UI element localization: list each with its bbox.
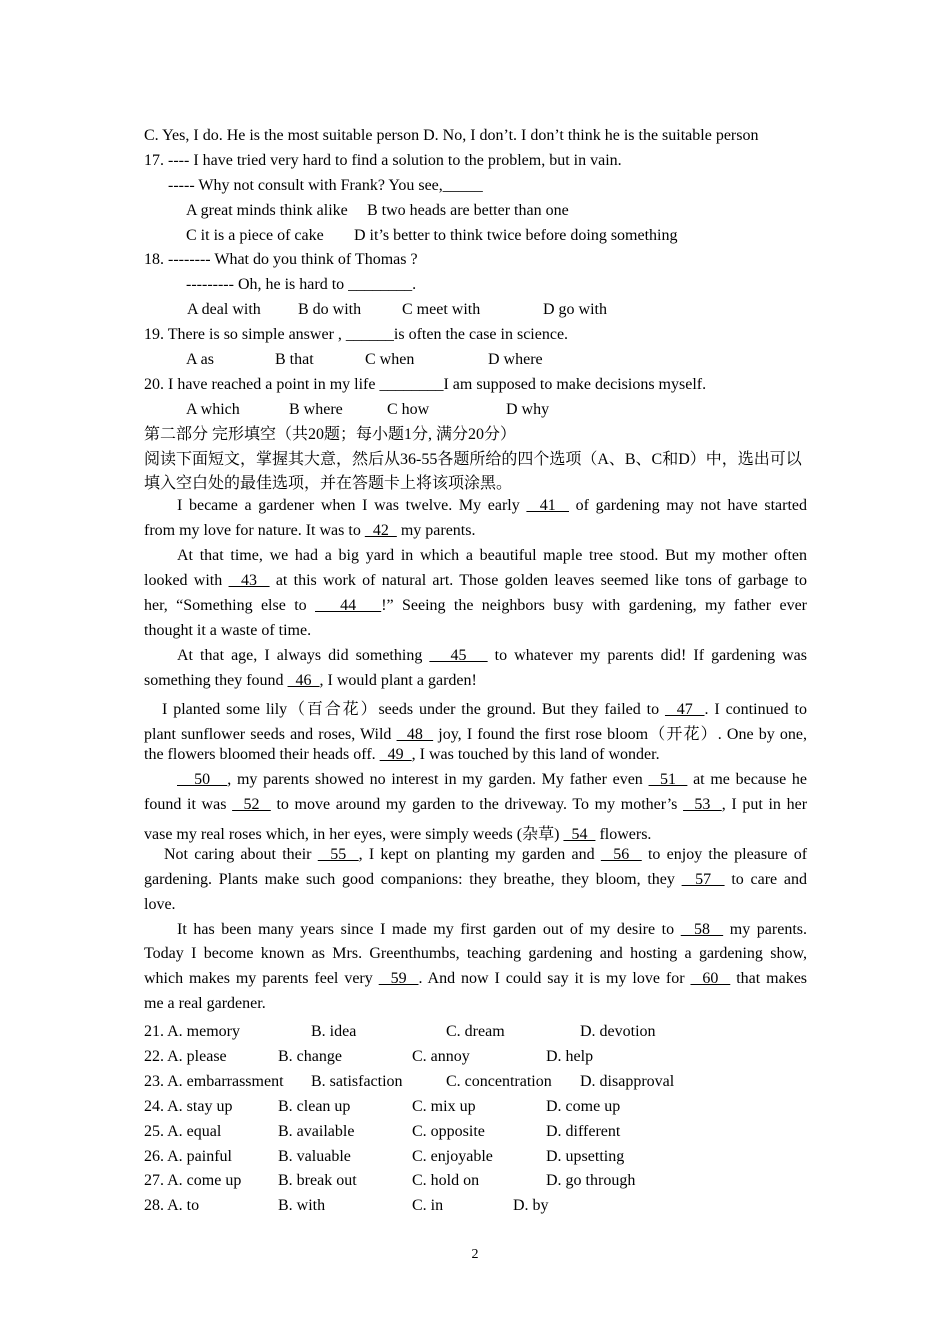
passage-line [144,597,807,622]
blank-59: 59 [378,970,419,988]
blank-53: 53 [683,796,722,814]
blank-42: 42 [364,522,397,540]
answer-option: C. hold on [412,1172,480,1190]
passage-line [144,945,807,970]
blank-58: 58 [680,920,724,938]
q20-option-d: D why [506,400,550,418]
answer-row-25 [144,1120,807,1145]
blank-54: 54 [563,825,596,843]
passage-text: At that time, we had a big yard in which a beautiful maple tree stood. But my mother often [177,547,807,565]
answer-option: C. opposite [412,1122,485,1140]
passage-text: thought it a waste of time. [144,621,312,639]
q17-option-b: B two heads are better than one [367,201,569,219]
blank-52: 52 [232,796,271,814]
answer-option: D. by [513,1197,549,1215]
passage-text: . I continued to [704,701,807,719]
q19-option-d: D where [488,351,543,369]
page-number: 2 [471,1247,479,1262]
answer-option: C. mix up [412,1097,476,1115]
answer-option: 27. A. come up [144,1172,242,1190]
passage-text: looked with [144,572,229,590]
passage-text: , I was touched by this land of wonder. [411,746,660,764]
blank-60: 60 [690,970,731,988]
passage-line [144,921,807,946]
q19-option-b: B that [275,351,314,369]
passage-line [144,497,807,522]
passage-text: at this work of natural art. Those golden leaves seemed like tons of garbage to [269,572,808,590]
passage-text: me a real gardener. [144,995,266,1013]
answer-option: B. available [278,1122,355,1140]
passage-text: , my parents showed no interest in my garden. My father even [227,771,649,789]
blank-44: 44 [315,596,382,614]
blank-56: 56 [600,845,642,863]
q18-options [144,298,807,323]
passage-text: It has been many years since I made my first garden out of my desire to [177,920,681,938]
passage-line [144,522,807,547]
blank-55: 55 [317,845,359,863]
passage-line [144,547,807,572]
answer-row-24 [144,1095,807,1120]
passage-text: my parents. [723,920,808,938]
passage-text: love. [144,895,176,913]
passage-line [144,771,807,796]
q16-options-cd: C. Yes, I do. He is the most suitable person D. No, I don’t. I don’t think he is the suitable person [144,127,759,144]
answer-option: D. upsetting [546,1147,625,1165]
passage-line [144,796,807,821]
answer-option: 23. A. embarrassment [144,1072,284,1090]
answer-option: B. satisfaction [311,1072,403,1090]
blank-50: 50 [177,771,228,789]
passage-text: of gardening may not have started [568,497,807,515]
passage-text: to whatever my parents did! If gardening was [487,646,808,664]
q20-options [144,398,807,423]
passage-line [144,846,807,871]
section-2-instruction-2: 填入空白处的最佳选项，并在答题卡上将该项涂黑。 [144,475,513,493]
q20-stem: 20. I have reached a point in my life ________I am supposed to make decisions myself. [144,375,707,393]
q20-option-c: C how [387,400,430,418]
passage-line [144,721,807,746]
passage-text: something they found [144,671,288,689]
passage-text: plant sunflower seeds and roses, Wild [144,726,397,744]
answer-option: B. break out [278,1172,357,1190]
answer-option: C. enjoyable [412,1147,493,1165]
answer-option: C. dream [446,1023,505,1041]
blank-48: 48 [396,726,434,744]
passage-text: found it was [144,796,233,814]
passage-text: to enjoy the pleasure of [641,845,808,863]
passage-text: , I would plant a garden! [319,671,477,689]
answer-option: D. come up [546,1097,621,1115]
answer-option: 28. A. to [144,1197,200,1215]
answer-option: 21. A. memory [144,1023,240,1041]
passage-line [144,696,807,721]
blank-41: 41 [526,497,569,515]
q18-option-d: D go with [543,301,607,319]
q19-options [144,348,807,373]
passage-line [144,622,807,647]
q17-option-a: A great minds think alike [186,201,348,219]
q17-options-row-2 [144,224,807,249]
page-content [144,124,807,1219]
passage-text: I planted some lily（百合花）seeds under the ground. But they failed to [162,701,665,719]
passage-line [144,896,807,921]
passage-line [144,821,807,846]
passage-text: flowers. [595,825,652,843]
q17-options-row-1 [144,199,807,224]
answer-option: B. idea [311,1023,357,1041]
passage-text: Today I become known as Mrs. Greenthumbs, teaching gardening and hosting a gardening show, [144,945,807,963]
passage-line [144,672,807,697]
passage-text: from my love for nature. It was to [144,522,365,540]
blank-46: 46 [287,671,320,689]
q19-option-c: C when [365,351,415,369]
q19-option-a: A as [186,351,214,369]
passage-text: that makes [730,970,808,988]
passage-text: . And now I could say it is my love for [418,970,691,988]
q17-option-c: C it is a piece of cake [186,226,324,244]
answer-option: B. valuable [278,1147,351,1165]
answer-option: D. devotion [580,1023,656,1041]
answer-option: B. change [278,1047,342,1065]
passage-text: which makes my parents feel very [144,970,379,988]
passage-text: !” Seeing the neighbors busy with gardening, my father ever [381,596,808,614]
q19-stem: 19. There is so simple answer , ______is often the case in science. [144,326,569,344]
passage-text: gardening. Plants make such good companions: they breathe, they bloom, they [144,870,682,888]
passage-text: , I kept on planting my garden and [358,845,601,863]
q18-stem: 18. -------- What do you think of Thomas ? [144,251,418,269]
answer-option: C. in [412,1197,444,1215]
answer-row-27 [144,1169,807,1194]
answer-option: D. go through [546,1172,636,1190]
passage-line [144,871,807,896]
passage-text: vase my real roses which, in her eyes, were simply weeds (杂草) [144,825,564,843]
answer-option: 25. A. equal [144,1122,222,1140]
q18-option-a: A deal with [187,301,261,319]
blank-45: 45 [429,646,488,664]
passage-text: to move around my garden to the driveway. To my mother’s [270,796,684,814]
answer-option: B. clean up [278,1097,351,1115]
answer-option: 24. A. stay up [144,1097,233,1115]
answer-option: D. different [546,1122,621,1140]
blank-47: 47 [664,701,705,719]
passage-text: my parents. [396,522,476,540]
q18-option-b: B do with [298,301,362,319]
answer-row-28 [144,1194,807,1219]
passage-text: her, “Something else to [144,596,315,614]
answer-row-21 [144,1020,807,1045]
passage-line [144,746,807,771]
passage-text: I became a gardener when I was twelve. My early [177,497,527,515]
passage-text: the flowers bloomed their heads off. [144,746,380,764]
answer-row-23 [144,1070,807,1095]
q17-option-d: D it’s better to think twice before doing something [354,226,678,244]
passage-text: At that age, I always did something [177,646,430,664]
passage-text: to care and [724,870,807,888]
section-2-instruction-1: 阅读下面短文，掌握其大意，然后从36-55各题所给的四个选项（A、B、C和D）中，选出可以 [144,450,802,468]
section-2-title: 第二部分 完形填空（共20题；每小题1分, 满分20分） [144,425,517,443]
passage-text: at me because he [687,771,808,789]
q20-option-b: B where [289,400,343,418]
answer-option: D. help [546,1047,594,1065]
q20-option-a: A which [186,400,240,418]
answer-option: B. with [278,1197,326,1215]
answer-option: 26. A. painful [144,1147,232,1165]
blank-51: 51 [648,771,688,789]
passage-text: joy, I found the first rose bloom（开花）. One by one, [433,726,807,744]
q17-reply: ----- Why not consult with Frank? You see,_____ [168,176,483,194]
passage-line [144,995,807,1020]
answer-option: 22. A. please [144,1047,227,1065]
passage-line [144,970,807,995]
q18-reply: --------- Oh, he is hard to ________. [186,276,417,294]
blank-49: 49 [379,746,412,764]
answer-option: C. concentration [446,1072,552,1090]
passage-line [144,647,807,672]
answer-option: D. disapproval [580,1072,675,1090]
blank-43: 43 [228,572,270,590]
passage-text: Not caring about their [164,845,318,863]
q18-option-c: C meet with [402,301,481,319]
answer-row-22 [144,1045,807,1070]
passage-line [144,572,807,597]
answer-row-26 [144,1145,807,1170]
blank-57: 57 [681,870,725,888]
q17-stem: 17. ---- I have tried very hard to find a solution to the problem, but in vain. [144,151,622,169]
answer-option: C. annoy [412,1047,470,1065]
passage-text: , I put in her [721,796,808,814]
